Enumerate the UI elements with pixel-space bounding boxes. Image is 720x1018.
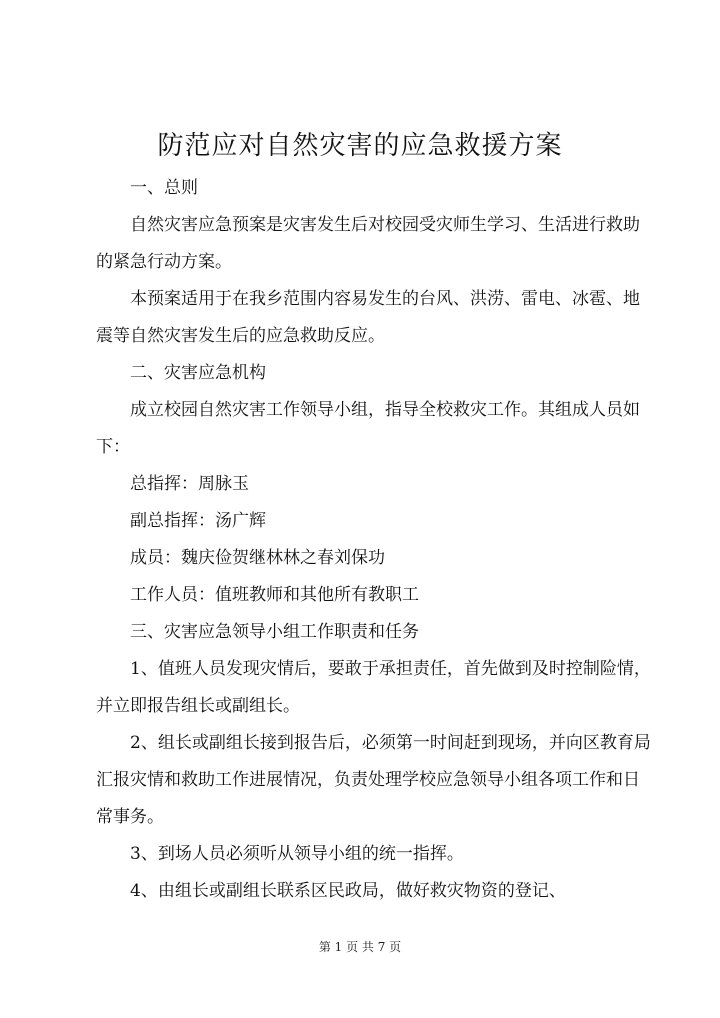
document-body — [96, 170, 656, 910]
paragraph-definition: 自然灾害应急预案是灾害发生后对校园受灾师生学习、生活进行救助的紧急行动方案。 — [96, 215, 640, 272]
duty-item-3: 3、到场人员必须听从领导小组的统一指挥。 — [130, 844, 464, 864]
list-item-members: 成员：魏庆俭贺继林林之春刘保功 — [130, 548, 385, 568]
duty-item-1: 1、值班人员发现灾情后，要敢于承担责任，首先做到及时控制险情，并立即报告组长或副组长。 — [96, 659, 651, 716]
section-heading-organization: 二、灾害应急机构 — [130, 363, 266, 383]
document-title: 防范应对自然灾害的应急救援方案 — [157, 131, 563, 161]
duty-item-4: 4、由组长或副组长联系区民政局，做好救灾物资的登记、 — [130, 881, 566, 901]
list-item-deputy-commander: 副总指挥：汤广辉 — [130, 511, 266, 531]
list-item-commander: 总指挥：周脉玉 — [130, 474, 249, 494]
page-footer: 第 1 页 共 7 页 — [318, 940, 402, 954]
paragraph-group-setup: 成立校园自然灾害工作领导小组，指导全校救灾工作。其组成人员如下： — [96, 400, 640, 457]
section-heading-duties: 三、灾害应急领导小组工作职责和任务 — [130, 622, 419, 642]
list-item-staff: 工作人员：值班教师和其他所有教职工 — [130, 585, 419, 605]
section-heading-general: 一、总则 — [130, 178, 198, 198]
duty-item-2: 2、组长或副组长接到报告后，必须第一时间赶到现场，并向区教育局汇报灾情和救助工作进展情况，负责处理学校应急领导小组各项工作和日常事务。 — [96, 733, 651, 827]
paragraph-scope: 本预案适用于在我乡范围内容易发生的台风、洪涝、雷电、冰雹、地震等自然灾害发生后的应急救助反应。 — [96, 289, 640, 346]
